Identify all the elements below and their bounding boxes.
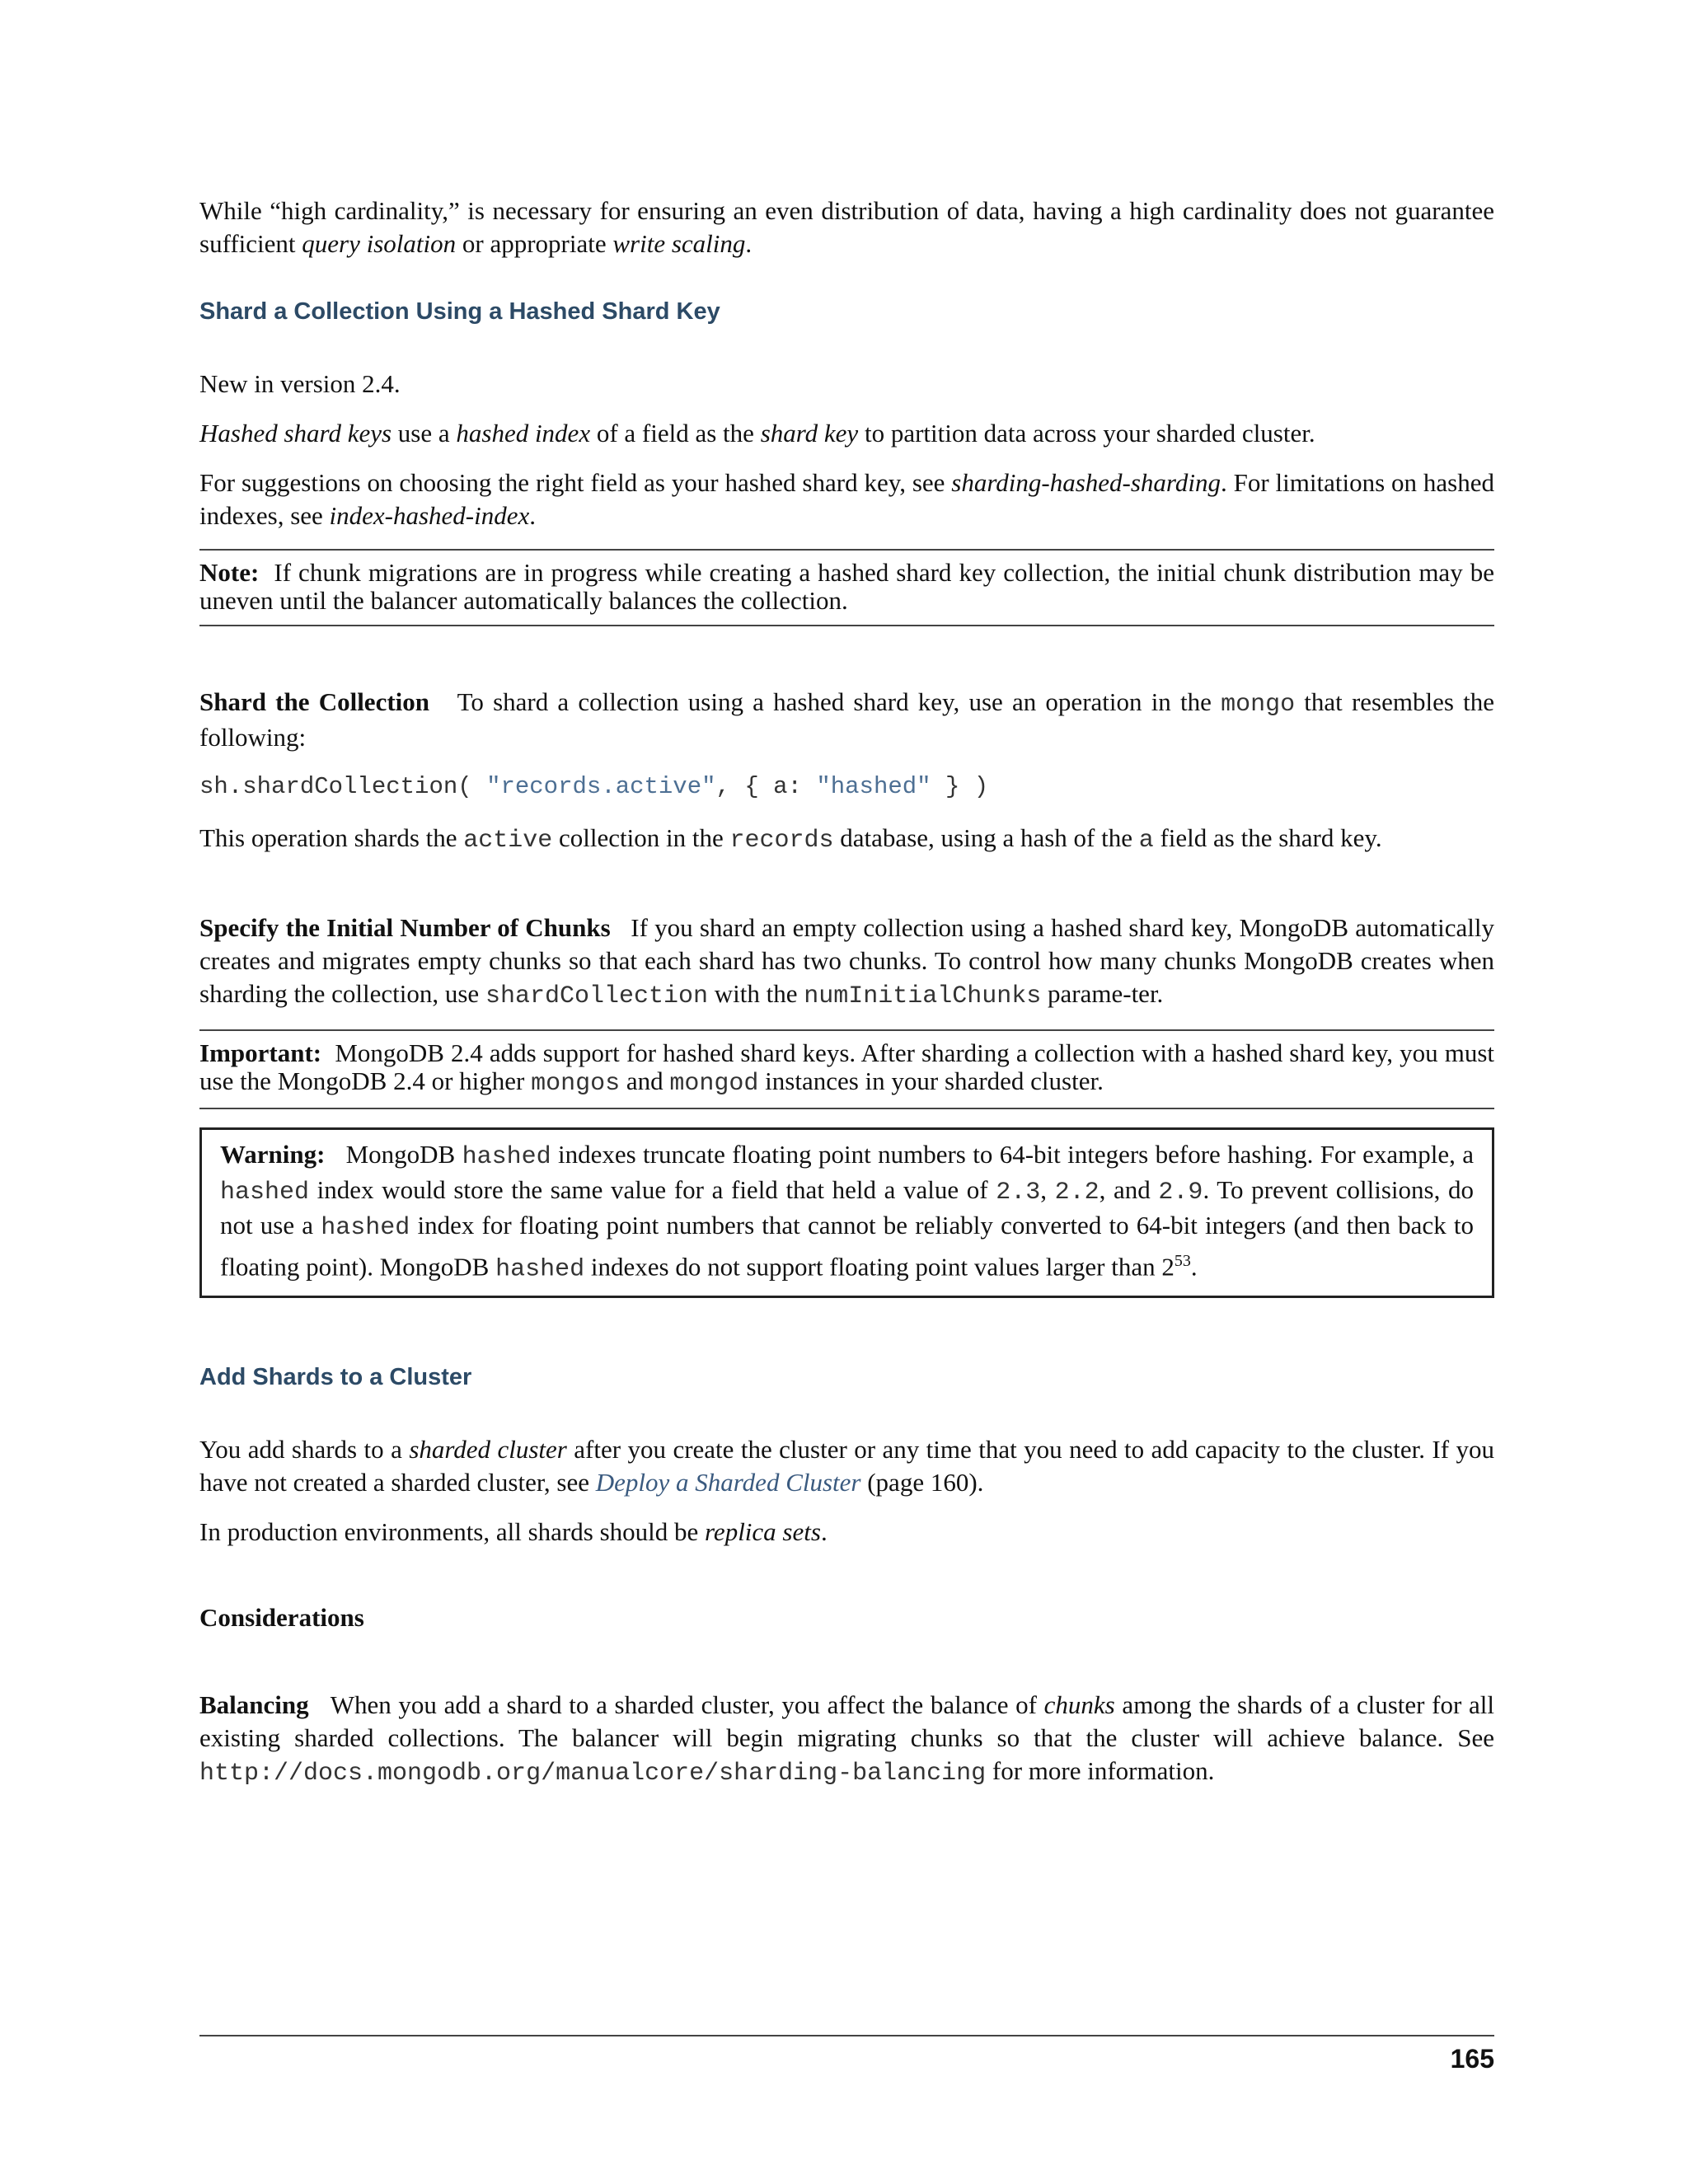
text: with the	[707, 979, 804, 1008]
text: MongoDB	[345, 1140, 462, 1169]
add-shards-paragraph	[199, 1433, 1494, 1499]
text: instances in your sharded cluster.	[758, 1066, 1104, 1095]
text: To shard a collection using a hashed shard key, use an operation in the	[457, 687, 1221, 716]
code-hashed: hashed	[495, 1255, 585, 1284]
text: collection in the	[552, 823, 730, 852]
ref-index-hashed-index: index-hashed-index	[329, 501, 530, 530]
divider	[199, 549, 1494, 551]
text: index for floating point numbers that cannot be reliably converted to 64-bit integers (and then back to floating point). MongoDB	[220, 1211, 1474, 1282]
code-hashed: hashed	[462, 1143, 551, 1171]
text: parame-ter.	[1041, 979, 1164, 1008]
text: indexes truncate floating point numbers to 64-bit integers before hashing. For example, a	[551, 1140, 1475, 1169]
code-shardCollection: shardCollection	[485, 982, 708, 1010]
text: to partition data across your sharded cluster.	[858, 419, 1315, 448]
term-shard-key: shard key	[760, 419, 859, 448]
code-mongo: mongo	[1221, 691, 1296, 719]
text: While “high cardinality,” is necessary for ensuring an even distribution of data, having a high cardinality does not guarantee sufficient	[199, 196, 1494, 258]
initial-chunks-label: Specify the Initial Number of Chunks	[199, 913, 611, 942]
text: for more information.	[986, 1756, 1215, 1786]
warning-box	[199, 1127, 1494, 1298]
code-hashed: hashed	[321, 1214, 410, 1242]
code-string: "records.active"	[486, 773, 716, 800]
text: that resembles the following:	[199, 687, 1494, 752]
term-query-isolation: query isolation	[302, 229, 457, 258]
text: . For limitations on hashed indexes, see	[199, 468, 1494, 530]
deploy-sharded-cluster-link[interactable]: Deploy a Sharded Cluster	[595, 1468, 861, 1497]
hashed-intro-paragraph	[199, 417, 1494, 450]
balancing-paragraph	[199, 1689, 1494, 1790]
version-note: New in version 2.4.	[199, 369, 401, 398]
code-mongos: mongos	[531, 1070, 621, 1098]
section-heading-hashed: Shard a Collection Using a Hashed Shard Key	[199, 298, 720, 325]
text: .	[529, 501, 537, 530]
text: If you shard an empty collection using a hashed shard key, MongoDB automatically creates and migrates empty chunks so that each shard has two chunks. To control how many chunks MongoDB creates when sharding the collection, use	[199, 913, 1494, 1008]
note-text: If chunk migrations are in progress while creating a hashed shard key collection, the initial chunk distribution may be uneven until the balancer automatically balances the collection.	[199, 558, 1494, 615]
exponent: 53	[1174, 1252, 1191, 1270]
note-label: Note:	[199, 558, 260, 587]
shard-collection-paragraph	[199, 686, 1494, 754]
warning-text	[220, 1138, 1474, 1286]
suggestions-paragraph	[199, 466, 1494, 532]
text: . To prevent collisions, do not use a	[220, 1175, 1474, 1240]
code-string: "hashed"	[816, 773, 931, 800]
note-admonition	[199, 559, 1494, 615]
initial-chunks-paragraph	[199, 912, 1494, 1013]
code-a: a	[1138, 827, 1154, 855]
ref-sharding-hashed-sharding: sharding-hashed-sharding	[951, 468, 1221, 497]
production-paragraph	[199, 1516, 1494, 1549]
text: .	[820, 1517, 828, 1547]
divider	[199, 625, 1494, 626]
text: indexes do not support floating point values larger than 2	[584, 1252, 1175, 1282]
text: .	[745, 229, 753, 258]
balancing-url[interactable]: http://docs.mongodb.org/manualcore/sharding-balancing	[199, 1760, 987, 1788]
text: use a	[392, 419, 457, 448]
text: database, using a hash of the	[833, 823, 1139, 852]
text: You add shards to a	[199, 1435, 410, 1465]
code-text: } )	[931, 773, 989, 800]
text: index would store the same value for a field that held a value of	[309, 1175, 996, 1204]
page-number: 165	[1450, 2044, 1494, 2074]
text: MongoDB 2.4 adds support for hashed shard keys. After sharding a collection with a hashed shard key, you must use the MongoDB 2.4 or higher	[199, 1038, 1495, 1095]
shard-collection-label: Shard the Collection	[199, 687, 430, 716]
balancing-label: Balancing	[199, 1690, 309, 1720]
text: .	[1190, 1252, 1198, 1282]
code-value: 2.2	[1054, 1179, 1100, 1207]
text: ,	[1040, 1175, 1055, 1204]
text: In production environments, all shards should be	[199, 1517, 706, 1547]
code-active: active	[463, 827, 553, 855]
term-hashed-shard-keys: Hashed shard keys	[199, 419, 392, 448]
important-admonition	[199, 1039, 1494, 1098]
term-sharded-cluster: sharded cluster	[409, 1435, 567, 1465]
operation-explanation	[199, 822, 1494, 857]
code-text: , { a:	[715, 773, 817, 800]
code-records: records	[729, 827, 834, 855]
text: among the shards of a cluster for all existing sharded collections. The balancer will begin migrating chunks so that the cluster will achieve balance. See	[199, 1690, 1494, 1753]
divider	[199, 1029, 1494, 1031]
text: of a field as the	[590, 419, 761, 448]
term-hashed-index: hashed index	[456, 419, 591, 448]
text: after you create the cluster or any time that you need to add capacity to the cluster. If you have not created a sharded cluster, see	[199, 1435, 1494, 1497]
text: and	[620, 1066, 670, 1095]
code-numInitialChunks: numInitialChunks	[804, 982, 1042, 1010]
term-chunks: chunks	[1043, 1690, 1115, 1720]
code-value: 2.3	[996, 1179, 1041, 1207]
text: This operation shards the	[199, 823, 464, 852]
code-mongod: mongod	[669, 1070, 759, 1098]
text: or appropriate	[456, 229, 613, 258]
divider	[199, 1108, 1494, 1109]
text: field as the shard key.	[1153, 823, 1382, 852]
intro-paragraph	[199, 194, 1494, 260]
code-hashed: hashed	[220, 1179, 310, 1207]
term-write-scaling: write scaling	[612, 229, 746, 258]
warning-label: Warning:	[220, 1140, 326, 1169]
code-text: sh.shardCollection(	[199, 773, 487, 800]
text: When you add a shard to a sharded cluster, you affect the balance of	[330, 1690, 1044, 1720]
text: (page 160).	[860, 1468, 984, 1497]
code-value: 2.9	[1158, 1179, 1203, 1207]
section-heading-add-shards: Add Shards to a Cluster	[199, 1364, 472, 1391]
considerations-heading: Considerations	[199, 1603, 364, 1633]
code-block	[199, 771, 1494, 804]
term-replica-sets: replica sets	[705, 1517, 821, 1547]
important-label: Important:	[199, 1038, 322, 1067]
text: , and	[1099, 1175, 1159, 1204]
footer-divider	[199, 2035, 1494, 2036]
text: For suggestions on choosing the right field as your hashed shard key, see	[199, 468, 952, 497]
page-content	[199, 194, 1494, 1790]
